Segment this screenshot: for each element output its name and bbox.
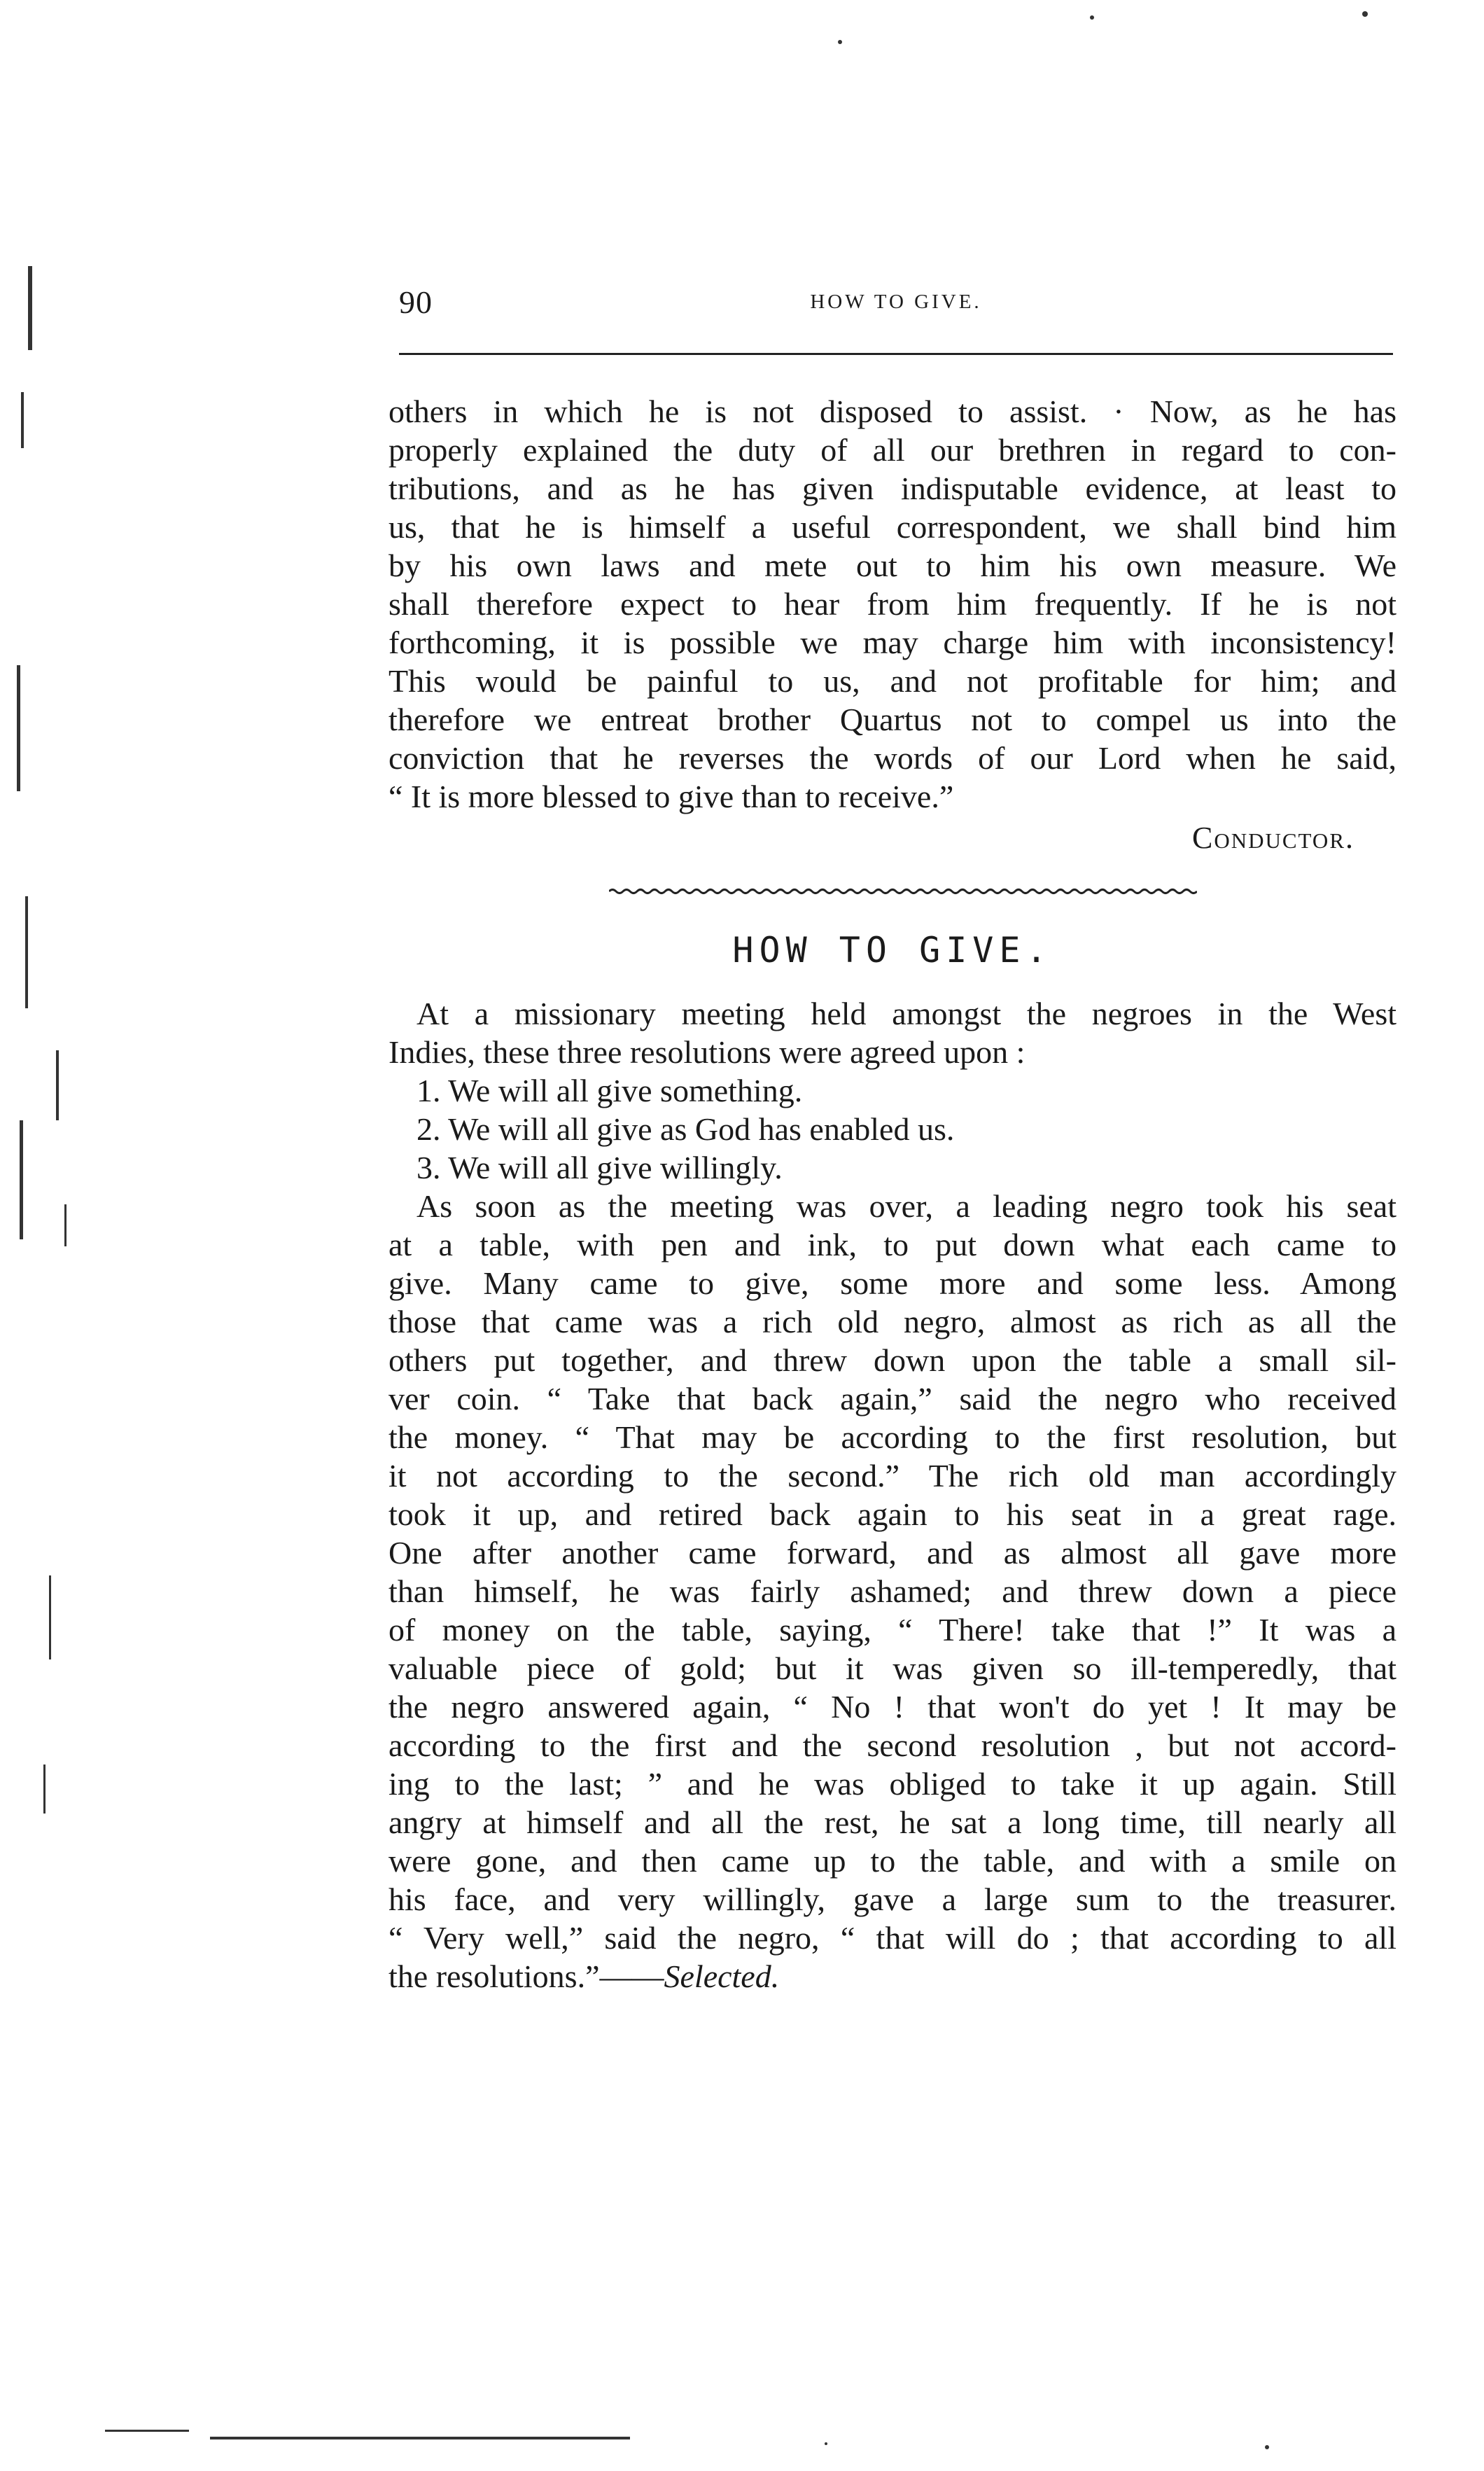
- story-line: than himself, he was fairly ashamed; and threw down a piece: [388, 1573, 1396, 1609]
- story-line: ing to the last; ” and he was obliged to take it up again. Still: [388, 1766, 1396, 1802]
- header-rule: [399, 353, 1393, 355]
- intro-line: At a missionary meeting held amongst the negroes in the West: [416, 996, 1396, 1031]
- closing-line: [388, 1957, 1396, 1996]
- closing-text: the resolutions.”——: [388, 1958, 664, 1994]
- letter-line: therefore we entreat brother Quartus not to compel us into the: [388, 702, 1396, 737]
- letter-line: forthcoming, it is possible we may charge him with inconsistency!: [388, 625, 1396, 660]
- resolution-item: 2. We will all give as God has enabled us.: [416, 1111, 955, 1147]
- story-line: were gone, and then came up to the table, and with a smile on: [388, 1843, 1396, 1879]
- intro-line: Indies, these three resolutions were agreed upon :: [388, 1034, 1026, 1070]
- story-line: others put together, and threw down upon the table a small sil-: [388, 1342, 1396, 1378]
- story-line: the negro answered again, “ No ! that won't do yet ! It may be: [388, 1689, 1396, 1725]
- resolution-item: 3. We will all give willingly.: [416, 1150, 783, 1185]
- letter-line: This would be painful to us, and not profitable for him; and: [388, 663, 1396, 699]
- story-line: his face, and very willingly, gave a large sum to the treasurer.: [388, 1881, 1396, 1917]
- article-body: [388, 994, 1396, 1996]
- section-divider-ornament: [609, 886, 1197, 897]
- letter-line: properly explained the duty of all our brethren in regard to con-: [388, 432, 1396, 468]
- letter-line: others in which he is not disposed to assist. · Now, as he has: [388, 394, 1396, 429]
- story-line: took it up, and retired back again to his seat in a great rage.: [388, 1496, 1396, 1532]
- letter-last-line: “ It is more blessed to give than to receive.”: [388, 779, 954, 814]
- story-line: the money. “ That may be according to the first resolution, but: [388, 1419, 1396, 1455]
- story-line: according to the first and the second resolution , but not accord-: [388, 1727, 1396, 1763]
- letter-line: tributions, and as he has given indisputable evidence, at least to: [388, 471, 1396, 506]
- story-line: of money on the table, saying, “ There! take that !” It was a: [388, 1612, 1396, 1648]
- story-line: give. Many came to give, some more and some less. Among: [388, 1265, 1396, 1301]
- story-line: angry at himself and all the rest, he sat a long time, till nearly all: [388, 1804, 1396, 1840]
- running-head: HOW TO GIVE.: [810, 291, 982, 313]
- story-line: As soon as the meeting was over, a leading negro took his seat: [416, 1188, 1396, 1224]
- letter-line: shall therefore expect to hear from him frequently. If he is not: [388, 586, 1396, 622]
- page-header: [399, 284, 1393, 333]
- source-credit: Selected.: [664, 1958, 780, 1994]
- letter-line: by his own laws and mete out to him his own measure. We: [388, 548, 1396, 583]
- story-line: valuable piece of gold; but it was given so ill-temperedly, that: [388, 1650, 1396, 1686]
- letter-line: conviction that he reverses the words of our Lord when he said,: [388, 740, 1396, 776]
- resolution-item: 1. We will all give something.: [416, 1073, 803, 1108]
- story-line: at a table, with pen and ink, to put down what each came to: [388, 1227, 1396, 1262]
- story-line: “ Very well,” said the negro, “ that will do ; that according to all: [388, 1920, 1396, 1956]
- article-title: HOW TO GIVE.: [732, 930, 1053, 970]
- story-line: One after another came forward, and as almost all gave more: [388, 1535, 1396, 1571]
- story-line: those that came was a rich old negro, almost as rich as all the: [388, 1304, 1396, 1339]
- letter-line: us, that he is himself a useful correspondent, we shall bind him: [388, 509, 1396, 545]
- story-line: ver coin. “ Take that back again,” said the negro who received: [388, 1381, 1396, 1417]
- story-line: it not according to the second.” The rich old man accordingly: [388, 1458, 1396, 1494]
- letter-body: [388, 392, 1396, 816]
- letter-signature: Conductor.: [1191, 821, 1354, 855]
- page-number: 90: [399, 284, 433, 320]
